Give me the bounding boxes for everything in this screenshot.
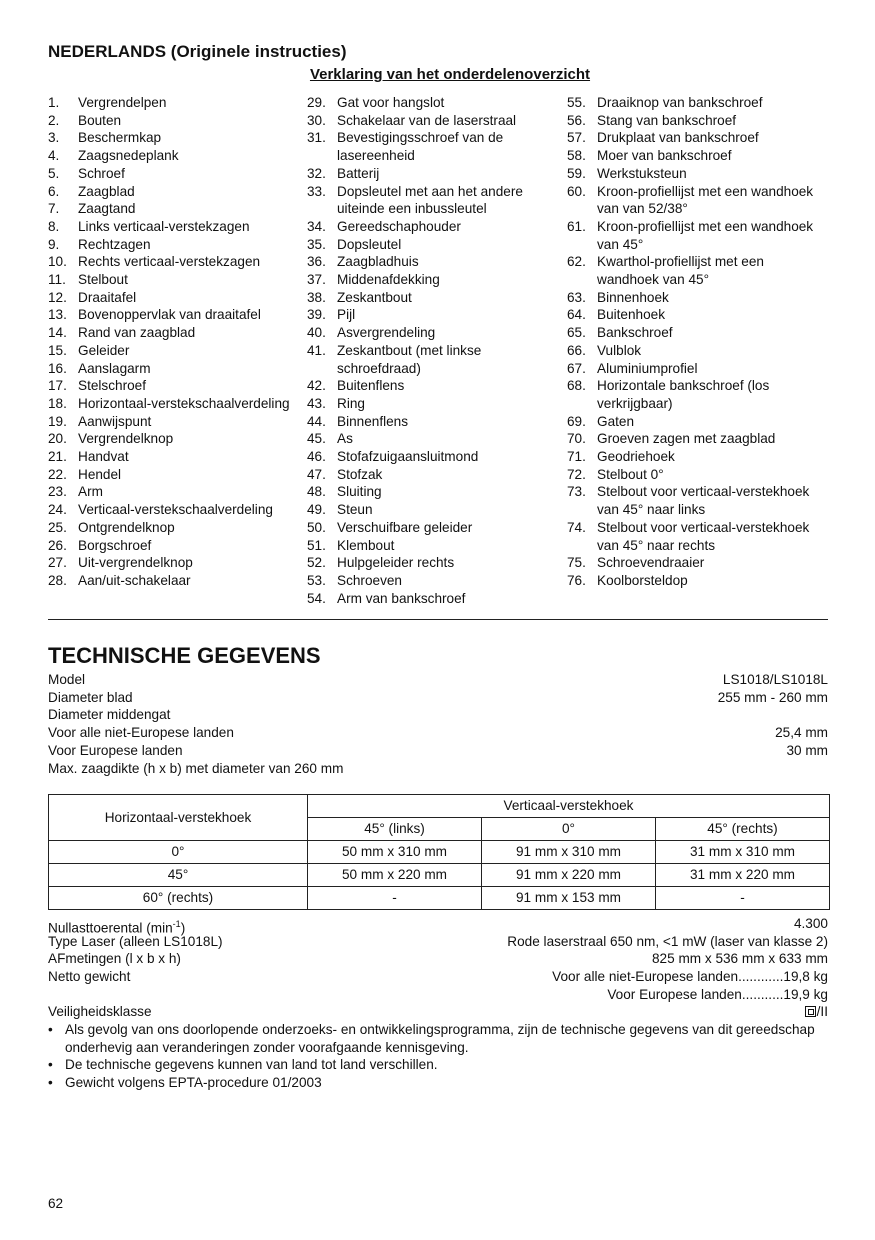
spec-label: Voor alle niet-Europese landen <box>48 725 234 740</box>
part-number: 53. <box>307 572 326 588</box>
list-item <box>567 413 829 431</box>
spec-label: Max. zaagdikte (h x b) met diameter van 260 mm <box>48 761 344 776</box>
spec-label: Voor Europese landen <box>48 743 183 758</box>
table-row <box>49 864 830 887</box>
part-number: 60. <box>567 183 586 199</box>
part-number: 18. <box>48 395 67 411</box>
part-number: 6. <box>48 183 60 199</box>
table-cell: 91 mm x 153 mm <box>482 887 656 910</box>
part-number: 12. <box>48 289 67 305</box>
part-label: Pijl <box>337 307 356 323</box>
list-item <box>567 430 829 448</box>
part-label: Bovenoppervlak van draaitafel <box>78 307 261 323</box>
list-item <box>48 554 298 572</box>
part-label: Stelbout voor verticaal-verstekhoek van 45° naar links <box>597 484 810 518</box>
part-number: 54. <box>307 590 326 606</box>
part-number: 36. <box>307 254 326 270</box>
part-label: Buitenhoek <box>597 307 666 323</box>
list-item <box>307 183 557 218</box>
spec-model <box>48 671 828 689</box>
list-item <box>307 554 557 572</box>
part-number: 42. <box>307 378 326 394</box>
part-label: Bouten <box>78 112 122 128</box>
part-number: 16. <box>48 360 67 376</box>
list-item <box>567 554 829 572</box>
list-item <box>48 466 298 484</box>
list-item <box>567 129 829 147</box>
part-label: Gat voor hangslot <box>337 95 445 110</box>
list-item <box>48 448 298 466</box>
part-label: Klembout <box>337 537 395 553</box>
list-item <box>307 218 557 236</box>
part-label: Horizontaal-verstekschaalverdeling <box>78 395 290 411</box>
part-number: 76. <box>567 572 586 588</box>
list-item <box>48 289 298 307</box>
part-number: 9. <box>48 236 60 252</box>
part-label: Uit-vergrendelknop <box>78 555 193 571</box>
list-item <box>48 377 298 395</box>
table-cell: 91 mm x 220 mm <box>482 864 656 887</box>
list-item <box>567 147 829 165</box>
part-label: Schroef <box>78 165 125 181</box>
part-number: 58. <box>567 148 586 164</box>
part-number: 25. <box>48 519 67 535</box>
part-label: As <box>337 431 353 447</box>
spec-blade-diameter <box>48 689 828 707</box>
spec-label: Type Laser (alleen LS1018L) <box>48 934 223 949</box>
part-number: 52. <box>307 555 326 571</box>
part-label: Ontgrendelknop <box>78 519 175 535</box>
page-number: 62 <box>48 1196 64 1211</box>
list-item <box>567 165 829 183</box>
spec-label: Diameter middengat <box>48 707 171 722</box>
list-item <box>48 501 298 519</box>
part-number: 7. <box>48 201 60 217</box>
part-label: Vergrendelknop <box>78 431 174 447</box>
part-label: Aan/uit-schakelaar <box>78 572 191 588</box>
part-label: Stelbout 0° <box>597 466 664 482</box>
list-item <box>307 324 557 342</box>
list-item <box>307 430 557 448</box>
part-number: 45. <box>307 431 326 447</box>
part-label: Werkstuksteun <box>597 165 687 181</box>
part-label: Batterij <box>337 165 380 181</box>
part-number: 68. <box>567 378 586 394</box>
table-cell: 50 mm x 310 mm <box>308 841 482 864</box>
table-cell: 31 mm x 310 mm <box>656 841 830 864</box>
part-label: Vergrendelpen <box>78 95 167 110</box>
spec-label: Nullasttoerental $(\min^{-1})$ <box>48 919 186 936</box>
header-vertical-miter: Verticaal-verstekhoek <box>308 795 830 818</box>
part-number: 17. <box>48 378 67 394</box>
spec-value: 25,4 mm <box>775 725 828 740</box>
part-number: 5. <box>48 165 60 181</box>
part-number: 20. <box>48 431 67 447</box>
part-number: 1. <box>48 95 60 110</box>
spec-net-weight <box>48 968 828 986</box>
part-number: 43. <box>307 395 326 411</box>
part-number: 73. <box>567 484 586 500</box>
list-item <box>48 112 298 130</box>
list-item <box>567 572 829 590</box>
part-label: Stang van bankschroef <box>597 112 737 128</box>
part-label: Bankschroef <box>597 325 673 341</box>
part-label: Hulpgeleider rechts <box>337 555 455 571</box>
part-number: 27. <box>48 555 67 571</box>
list-item <box>48 483 298 501</box>
part-number: 69. <box>567 413 586 429</box>
part-number: 2. <box>48 112 60 128</box>
list-item <box>567 466 829 484</box>
list-item: • De technische gegevens kunnen van land tot land verschillen. <box>48 1057 438 1073</box>
spec-net-weight-eu <box>48 986 828 1004</box>
part-number: 13. <box>48 307 67 323</box>
list-item <box>307 289 557 307</box>
list-item <box>48 271 298 289</box>
list-item <box>567 94 829 112</box>
part-label: Schroeven <box>337 572 402 588</box>
part-label: Stofzak <box>337 466 383 482</box>
part-label: Zaagblad <box>78 183 135 199</box>
list-item <box>567 183 829 218</box>
list-item <box>48 360 298 378</box>
section-divider <box>48 619 828 620</box>
list-item <box>567 377 829 412</box>
part-number: 61. <box>567 218 586 234</box>
part-label: Geodriehoek <box>597 449 675 465</box>
spec-value: Rode laserstraal 650 nm, <1 mW (laser van klasse 2) <box>507 934 828 949</box>
list-item <box>48 183 298 201</box>
part-label: Buitenflens <box>337 378 405 394</box>
list-item <box>307 165 557 183</box>
list-item <box>48 537 298 555</box>
part-label: Vulblok <box>597 342 642 358</box>
part-label: Asvergrendeling <box>337 325 436 341</box>
list-item <box>48 572 298 590</box>
table-header-row <box>49 795 830 818</box>
list-item <box>567 218 829 253</box>
part-label: Geleider <box>78 342 130 358</box>
part-label: Verschuifbare geleider <box>337 519 473 535</box>
subheader-cell: 45° (rechts) <box>656 818 830 841</box>
list-item <box>307 236 557 254</box>
part-number: 29. <box>307 95 326 110</box>
part-label: Moer van bankschroef <box>597 148 732 164</box>
table-cell: - <box>656 887 830 910</box>
list-item <box>307 395 557 413</box>
row-angle: 0° <box>49 841 308 864</box>
part-label: Kroon-profiellijst met een wandhoek van van 52/38° <box>597 183 814 217</box>
part-label: Draaitafel <box>78 289 137 305</box>
parts-list-subtitle: Verklaring van het onderdelenoverzicht <box>309 66 591 83</box>
part-number: 55. <box>567 95 586 110</box>
part-number: 4. <box>48 148 60 164</box>
part-number: 26. <box>48 537 67 553</box>
part-number: 49. <box>307 502 326 518</box>
part-number: 38. <box>307 289 326 305</box>
part-label: Schroevendraaier <box>597 555 705 571</box>
list-item <box>307 342 557 377</box>
part-number: 67. <box>567 360 586 376</box>
list-item <box>307 377 557 395</box>
cutting-capacity-table <box>48 794 830 910</box>
list-item <box>567 289 829 307</box>
list-item <box>48 430 298 448</box>
list-item <box>567 483 829 518</box>
spec-no-load-speed <box>48 915 828 936</box>
part-number: 65. <box>567 325 586 341</box>
part-label: Zaagbladhuis <box>337 254 419 270</box>
list-item <box>48 129 298 147</box>
header-horizontal-miter: Horizontaal-verstekhoek <box>49 795 308 841</box>
spec-max-cut <box>48 760 828 778</box>
list-item <box>307 129 557 164</box>
part-number: 23. <box>48 484 67 500</box>
table-cell: 31 mm x 220 mm <box>656 864 830 887</box>
spec-label: Netto gewicht <box>48 969 131 984</box>
list-item <box>307 466 557 484</box>
list-item <box>48 147 298 165</box>
list-item <box>48 324 298 342</box>
list-item <box>567 360 829 378</box>
part-label: Horizontale bankschroef (los verkrijgbaar) <box>597 378 770 411</box>
part-number: 28. <box>48 572 67 588</box>
part-number: 32. <box>307 165 326 181</box>
list-item <box>307 94 557 112</box>
list-item <box>48 200 298 218</box>
list-item <box>307 483 557 501</box>
spec-value: 825 mm x 536 mm x 633 mm <box>651 951 828 966</box>
spec-label: Veiligheidsklasse <box>48 1004 152 1019</box>
part-label: Beschermkap <box>78 130 162 146</box>
list-item <box>307 537 557 555</box>
notes-list <box>48 1021 828 1092</box>
part-number: 47. <box>307 466 326 482</box>
spec-safety-class <box>48 1003 828 1021</box>
list-item <box>567 519 829 554</box>
part-label: Schakelaar van de laserstraal <box>337 112 517 128</box>
part-number: 57. <box>567 130 586 146</box>
part-label: Binnenflens <box>337 413 409 429</box>
part-number: 72. <box>567 466 586 482</box>
list-item <box>567 342 829 360</box>
list-item <box>307 572 557 590</box>
bullet-icon: • <box>48 1075 53 1091</box>
spec-label: AFmetingen (l x b x h) <box>48 951 181 966</box>
list-item <box>48 236 298 254</box>
part-label: Arm <box>78 484 103 500</box>
part-label: Gereedschaphouder <box>337 218 461 234</box>
list-item <box>307 501 557 519</box>
part-number: 3. <box>48 130 60 146</box>
part-number: 62. <box>567 254 586 270</box>
part-number: 70. <box>567 431 586 447</box>
list-item <box>48 306 298 324</box>
part-label: Dopsleutel met aan het andere uiteinde een inbussleutel <box>337 183 523 217</box>
part-label: Aluminiumprofiel <box>597 360 698 376</box>
part-label: Aanwijspunt <box>78 413 152 429</box>
part-label: Kwarthol-profiellijst met een wandhoek van 45° <box>597 254 764 288</box>
part-number: 44. <box>307 413 326 429</box>
part-label: Sluiting <box>337 484 382 500</box>
list-item: • Gewicht volgens EPTA-procedure 01/2003 <box>48 1075 322 1091</box>
part-number: 50. <box>307 519 326 535</box>
part-number: 46. <box>307 449 326 465</box>
spec-laser-type <box>48 933 828 951</box>
list-item <box>48 94 298 112</box>
part-label: Dopsleutel <box>337 236 402 252</box>
part-number: 41. <box>307 342 326 358</box>
list-item <box>567 324 829 342</box>
table-cell: - <box>308 887 482 910</box>
part-number: 21. <box>48 449 67 465</box>
list-item <box>48 395 298 413</box>
part-label: Zeskantbout <box>337 289 412 305</box>
spec-value: Voor alle niet-Europese landen............19,8 kg <box>552 969 828 984</box>
part-number: 11. <box>48 272 66 288</box>
list-item <box>567 112 829 130</box>
list-item <box>48 342 298 360</box>
part-number: 40. <box>307 325 326 341</box>
part-label: Arm van bankschroef <box>337 590 466 606</box>
spec-bore-diameter <box>48 706 828 724</box>
part-number: 8. <box>48 218 60 234</box>
parts-column-2 <box>307 94 557 607</box>
list-item <box>307 448 557 466</box>
list-item: • Als gevolg van ons doorlopende onderzoeks- en ontwikkelingsprogramma, zijn de technische gegevens van dit gereedschap onderhevig aan veranderingen zonder voorafgaande kennisgeving. <box>48 1022 815 1055</box>
part-label: Links verticaal-verstekzagen <box>78 218 250 234</box>
part-label: Zeskantbout (met linkse schroefdraad) <box>337 342 482 376</box>
row-angle: 45° <box>49 864 308 887</box>
part-number: 64. <box>567 307 586 323</box>
part-number: 59. <box>567 165 586 181</box>
part-label: Steun <box>337 502 373 518</box>
list-item <box>567 253 829 288</box>
part-label: Ring <box>337 395 365 411</box>
part-number: 24. <box>48 502 67 518</box>
bullet-icon: • <box>48 1057 53 1073</box>
part-label: Bevestigingsschroef van de lasereenheid <box>337 130 504 164</box>
spec-value: 255 mm - 260 mm <box>717 690 828 705</box>
table-row <box>49 841 830 864</box>
part-number: 66. <box>567 342 586 358</box>
list-item <box>48 253 298 271</box>
part-label: Aanslagarm <box>78 360 151 376</box>
part-number: 35. <box>307 236 326 252</box>
part-label: Stelschroef <box>78 378 147 394</box>
spec-value: /II <box>805 1003 828 1021</box>
part-number: 14. <box>48 325 67 341</box>
spec-bore-eu <box>48 742 828 760</box>
part-label: Drukplaat van bankschroef <box>597 130 759 146</box>
list-item <box>307 306 557 324</box>
part-number: 51. <box>307 537 326 553</box>
list-item <box>307 253 557 271</box>
part-label: Koolborsteldop <box>597 572 688 588</box>
section-title: NEDERLANDS (Originele instructies) <box>48 42 347 61</box>
part-number: 37. <box>307 272 326 288</box>
list-item <box>48 218 298 236</box>
part-label: Middenafdekking <box>337 272 440 288</box>
subheader-cell: 0° <box>482 818 656 841</box>
tech-specs-title: TECHNISCHE GEGEVENS <box>48 643 321 668</box>
part-number: 22. <box>48 466 67 482</box>
part-label: Zaagsnedeplank <box>78 148 179 164</box>
list-item <box>48 165 298 183</box>
part-number: 19. <box>48 413 67 429</box>
parts-column-1 <box>48 94 298 590</box>
spec-value: Voor Europese landen...........19,9 kg <box>607 987 828 1002</box>
part-number: 75. <box>567 555 586 571</box>
list-item <box>307 590 557 608</box>
part-number: 63. <box>567 289 586 305</box>
part-label: Hendel <box>78 466 122 482</box>
part-number: 74. <box>567 519 586 535</box>
part-label: Rand van zaagblad <box>78 325 196 341</box>
part-label: Stelbout voor verticaal-verstekhoek van 45° naar rechts <box>597 519 810 553</box>
part-label: Binnenhoek <box>597 289 669 305</box>
part-number: 31. <box>307 130 326 146</box>
part-label: Handvat <box>78 449 129 465</box>
spec-value: 4.300 <box>793 916 828 931</box>
parts-column-3 <box>567 94 829 590</box>
table-cell: 50 mm x 220 mm <box>308 864 482 887</box>
part-number: 71. <box>567 449 586 465</box>
list-item <box>307 271 557 289</box>
part-number: 39. <box>307 307 326 323</box>
part-label: Kroon-profiellijst met een wandhoek van 45° <box>597 218 814 252</box>
spec-label: Model <box>48 672 86 687</box>
table-cell: 91 mm x 310 mm <box>482 841 656 864</box>
subheader-cell: 45° (links) <box>308 818 482 841</box>
table-row <box>49 887 830 910</box>
spec-bore-non-eu <box>48 724 828 742</box>
part-label: Draaiknop van bankschroef <box>597 95 763 110</box>
list-item <box>48 519 298 537</box>
list-item <box>307 413 557 431</box>
part-number: 48. <box>307 484 326 500</box>
part-label: Verticaal-verstekschaalverdeling <box>78 502 273 518</box>
bullet-icon: • <box>48 1022 53 1037</box>
list-item <box>567 306 829 324</box>
part-label: Rechtzagen <box>78 236 151 252</box>
list-item <box>307 112 557 130</box>
part-label: Rechts verticaal-verstekzagen <box>78 254 261 270</box>
list-item <box>567 448 829 466</box>
part-label: Zaagtand <box>78 201 136 217</box>
part-label: Stofafzuigaansluitmond <box>337 449 479 465</box>
part-number: 10. <box>48 254 67 270</box>
spec-dimensions <box>48 950 828 968</box>
part-number: 34. <box>307 218 326 234</box>
spec-label: Diameter blad <box>48 690 133 705</box>
part-number: 33. <box>307 183 326 199</box>
part-number: 15. <box>48 342 67 358</box>
double-insulation-icon <box>805 1006 816 1017</box>
part-number: 56. <box>567 112 586 128</box>
part-label: Groeven zagen met zaagblad <box>597 431 776 447</box>
part-label: Gaten <box>597 413 635 429</box>
list-item <box>307 519 557 537</box>
part-label: Borgschroef <box>78 537 152 553</box>
list-item <box>48 413 298 431</box>
spec-value: LS1018/LS1018L <box>722 672 828 687</box>
spec-value: 30 mm <box>786 743 828 758</box>
part-label: Stelbout <box>78 272 128 288</box>
row-angle: 60° (rechts) <box>49 887 308 910</box>
part-number: 30. <box>307 112 326 128</box>
